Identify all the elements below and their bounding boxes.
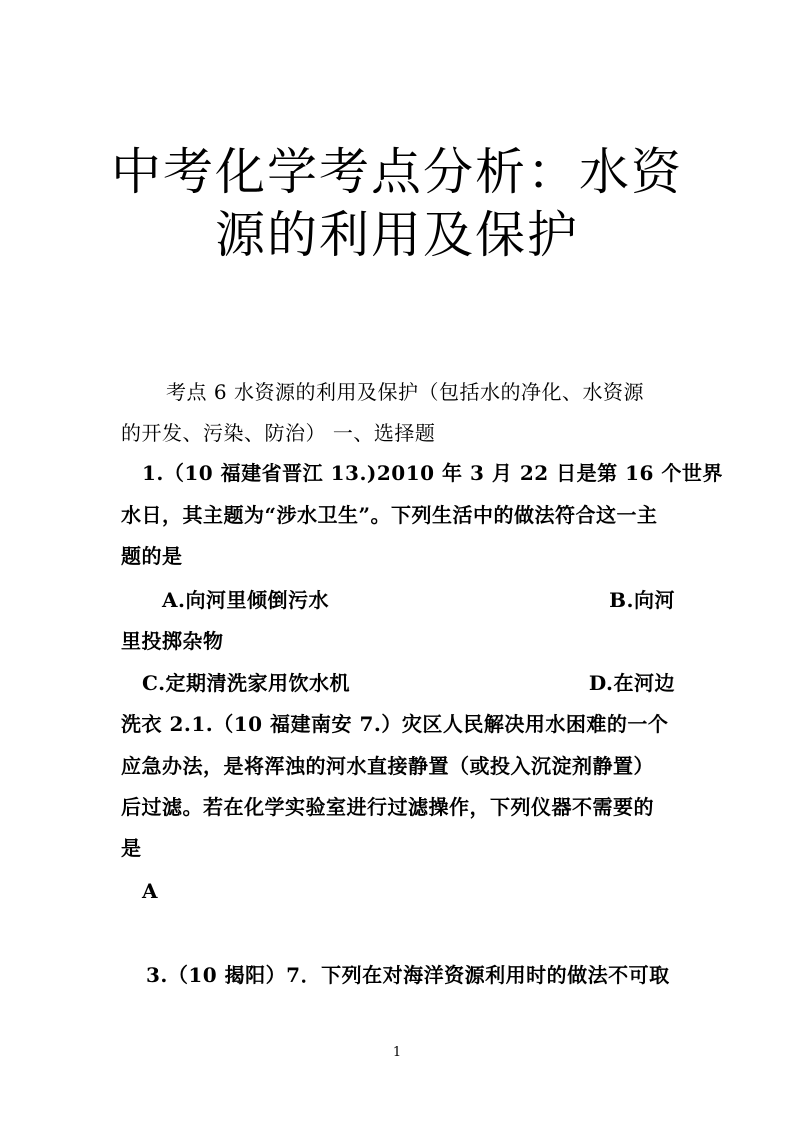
question-line: 后过滤。若在化学实验室进行过滤操作，下列仪器不需要的 [121,795,654,819]
question-line: 题的是 [121,544,183,568]
paragraph-line: 考点 6 水资源的利用及保护（包括水的净化、水资源 [166,380,644,404]
document-title-line-2: 源的利用及保护 [215,206,579,264]
question-line: 1.（10 福建省晋江 13.)2010 年 3 月 22 日是第 16 个世界 [142,461,723,485]
option-b: B.向河 [609,588,675,612]
options-row-ab [162,590,675,610]
question-line: 3.（10 揭阳）7．下列在对海洋资源利用时的做法不可取 [146,963,670,987]
paragraph-line: 的开发、污染、防治） 一、选择题 [121,421,436,445]
option-d: D.在河边 [588,671,675,695]
question-line: 洗衣 2.1.（10 福建南安 7.）灾区人民解决用水困难的一个 [121,712,669,736]
options-row-cd [142,673,675,693]
option-continuation: 里投掷杂物 [121,629,224,653]
page-number: 1 [392,1045,402,1060]
question-line: 应急办法，是将浑浊的河水直接静置（或投入沉淀剂静置） [121,754,654,778]
option-c: C.定期清洗家用饮水机 [142,671,351,695]
question-line: 水日，其主题为“涉水卫生”。下列生活中的做法符合这一主 [121,503,658,527]
document-title-line-1: 中考化学考点分析：水资 [111,143,683,201]
option-a: A.向河里倾倒污水 [162,588,329,612]
question-line: 是 [121,836,142,860]
answer-option: A [142,879,159,903]
